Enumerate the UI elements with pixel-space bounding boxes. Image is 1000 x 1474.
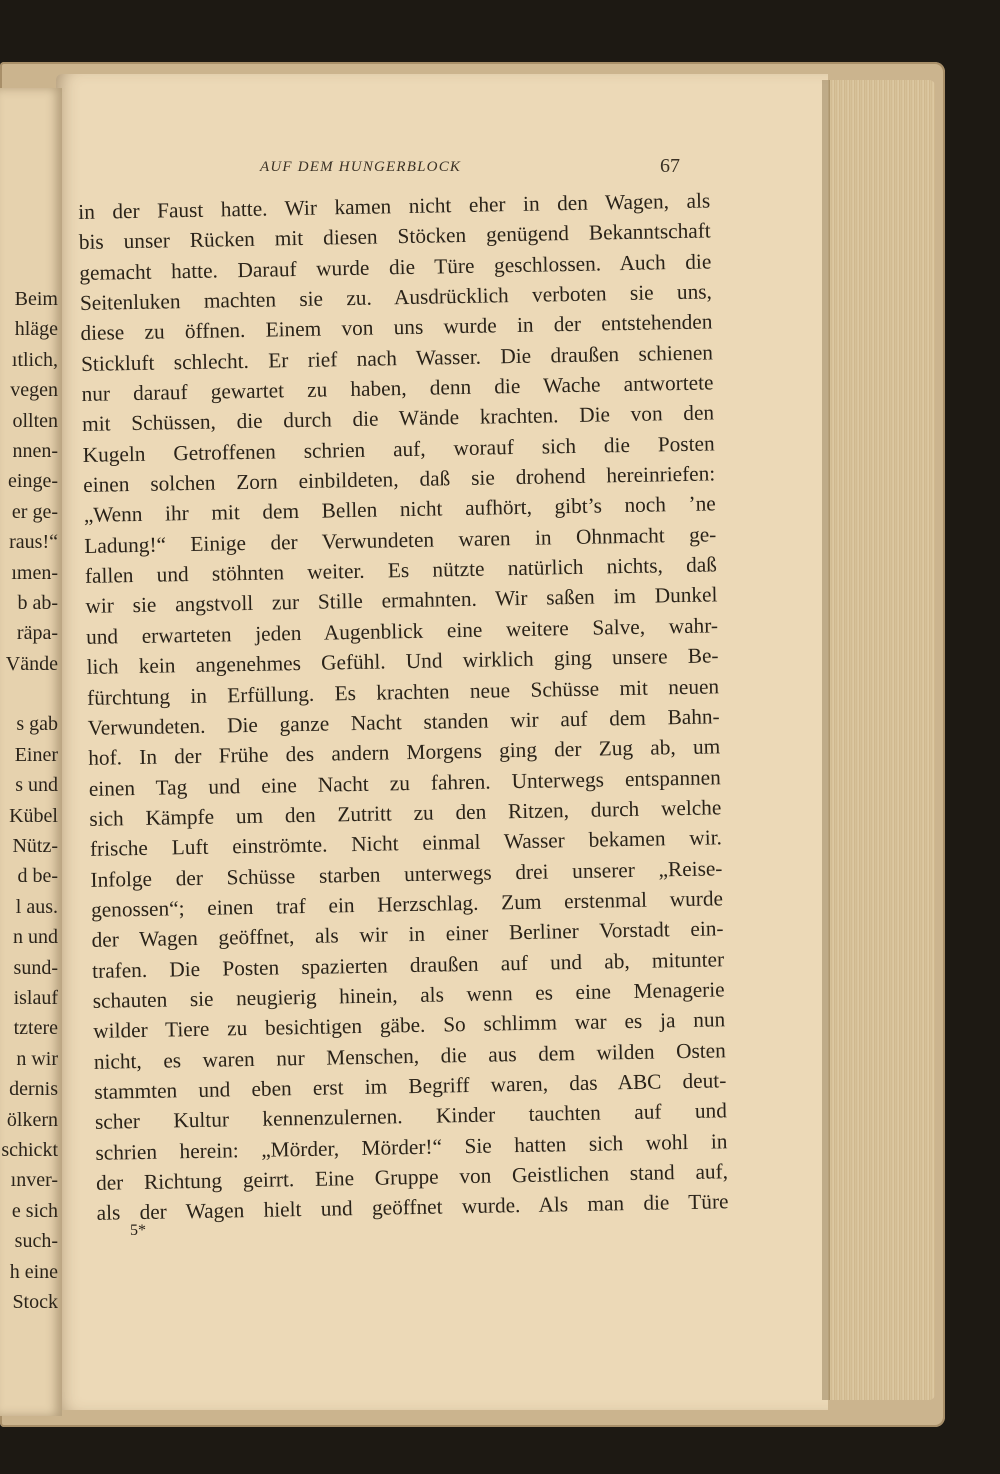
text-line: einen solchen Zorn einbildeten, daß sie drohend hereinriefen: — [83, 461, 716, 498]
body-text — [78, 185, 729, 1228]
left-page-text — [0, 284, 58, 1317]
left-page — [0, 88, 62, 1416]
left-page-line: tztere — [13, 1017, 58, 1040]
signature-mark: 5* — [130, 1222, 146, 1239]
text-line: genossen“; einen traf ein Herzschlag. Zum erstenmal wurde — [90, 886, 724, 922]
text-line: wilder Tiere zu besichtigen gäbe. So schlimm war es ja nun — [93, 1007, 726, 1044]
text-line: nur darauf gewartet zu haben, denn die Wache antwortete — [81, 370, 714, 407]
page-number: 67 — [660, 155, 680, 177]
edge-shadow — [822, 80, 830, 1400]
left-page-line: islauf — [13, 986, 58, 1009]
text-line: einen Tag und eine Nacht zu fahren. Unterwegs entspannen — [88, 764, 721, 801]
text-line: schrien herein: „Mörder, Mörder!“ Sie hatten sich wohl in — [95, 1128, 728, 1165]
left-page-line: n und — [13, 926, 58, 949]
left-page-line: such- — [14, 1230, 58, 1253]
left-page-line: b ab- — [17, 591, 58, 614]
left-page-line: ınver- — [10, 1169, 58, 1192]
text-line: und erwarteten jeden Augenblick eine weitere Salve, wahr- — [85, 613, 719, 649]
left-page-line: ollten — [12, 409, 58, 432]
left-page-line: Nütz- — [12, 835, 58, 858]
left-page-line: Stock — [12, 1290, 58, 1313]
text-line: Kugeln Getroffenen schrien auf, worauf sich die Posten — [82, 431, 715, 467]
running-head: AUF DEM HUNGERBLOCK — [260, 159, 462, 175]
left-page-line: schickt — [1, 1138, 58, 1161]
left-page-line: h eine — [9, 1260, 58, 1283]
left-page-line: Einer — [14, 743, 58, 766]
text-line: frische Luft einströmte. Nicht einmal Wasser bekamen wir. — [89, 825, 723, 862]
left-page-line: ımen- — [11, 561, 58, 584]
text-line: der Richtung geirrt. Eine Gruppe von Geistlichen stand auf, — [95, 1159, 729, 1195]
left-page-line: l aus. — [15, 895, 58, 918]
text-line: trafen. Die Posten spazierten draußen auf und ab, mitunter — [91, 946, 725, 983]
text-line: Verwundeten. Die ganze Nacht standen wir auf dem Bahn- — [87, 704, 720, 740]
left-page-line: raus!“ — [9, 531, 58, 554]
left-page-line: ölkern — [6, 1108, 58, 1131]
text-line: Stickluft schlecht. Er rief nach Wasser. Die draußen schienen — [80, 340, 714, 376]
left-page-line: s und — [15, 774, 58, 797]
left-page-line: vegen — [10, 379, 58, 402]
text-line: mit Schüssen, die durch die Wände krachten. Die von den — [81, 400, 715, 437]
text-line: Infolge der Schüsse starben unterwegs drei unserer „Reise- — [90, 855, 723, 892]
text-line: Ladung!“ Einige der Verwundeten waren in Ohnmacht ge- — [84, 522, 717, 558]
left-page-line: sund- — [13, 956, 58, 979]
text-line: fallen und stöhnten weiter. Es nützte natürlich nichts, daß — [84, 552, 718, 589]
left-page-line: Vände — [5, 652, 58, 675]
text-line: als der Wagen hielt und geöffnet wurde. Als man die Türe — [96, 1189, 729, 1226]
text-line: nicht, es waren nur Menschen, die aus dem wilden Osten — [93, 1037, 726, 1074]
text-line: Seitenluken machten sie zu. Ausdrücklich verboten sie uns, — [79, 279, 713, 316]
text-line: scher Kultur kennenzulernen. Kinder tauchten auf und — [94, 1098, 728, 1135]
left-page-line: e sich — [11, 1199, 58, 1222]
left-page-line: Kübel — [9, 804, 58, 827]
text-line: hof. In der Frühe des andern Morgens ging der Zug ab, um — [88, 734, 721, 771]
left-page-line: ıtlich, — [11, 348, 58, 371]
text-line: diese zu öffnen. Einem von uns wurde in der entstehenden — [80, 309, 713, 346]
left-page-line: n wir — [16, 1047, 58, 1070]
text-line: fürchtung in Erfüllung. Es krachten neue Schüsse mit neuen — [86, 673, 720, 710]
text-line: wir sie angstvoll zur Stille ermahnten. Wir saßen im Dunkel — [85, 582, 718, 619]
text-line: schauten sie neugierig hinein, als wenn es eine Menagerie — [92, 977, 725, 1013]
text-line: sich Kämpfe um den Zutritt zu den Ritzen, durch welche — [89, 795, 722, 831]
left-page-line: einge- — [8, 470, 58, 493]
left-page-line: hläge — [14, 318, 58, 341]
left-page-line: dernis — [9, 1078, 58, 1101]
text-line: stammten und eben erst im Begriff waren, das ABC deut- — [94, 1068, 727, 1104]
text-line: „Wenn ihr mit dem Bellen nicht aufhört, gibt’s noch ’ne — [83, 491, 716, 528]
text-line: lich kein angenehmes Gefühl. Und wirklich ging unsere Be- — [86, 643, 719, 680]
text-line: bis unser Rücken mit diesen Stöcken genügend Bekanntschaft — [78, 218, 711, 255]
left-page-line: Beim — [14, 288, 58, 310]
left-page-line: räpa- — [16, 622, 58, 645]
text-line: der Wagen geöffnet, als wir in einer Berliner Vorstadt ein- — [91, 916, 724, 953]
left-page-line — [0, 679, 58, 709]
left-page-line: d be- — [17, 865, 58, 888]
left-page-line: er ge- — [11, 500, 58, 523]
left-page-line: nnen- — [12, 439, 58, 462]
left-page-line: s gab — [16, 713, 58, 736]
text-line: in der Faust hatte. Wir kamen nicht eher in den Wagen, als — [78, 188, 711, 224]
text-line: gemacht hatte. Darauf wurde die Türe geschlossen. Auch die — [79, 249, 712, 285]
